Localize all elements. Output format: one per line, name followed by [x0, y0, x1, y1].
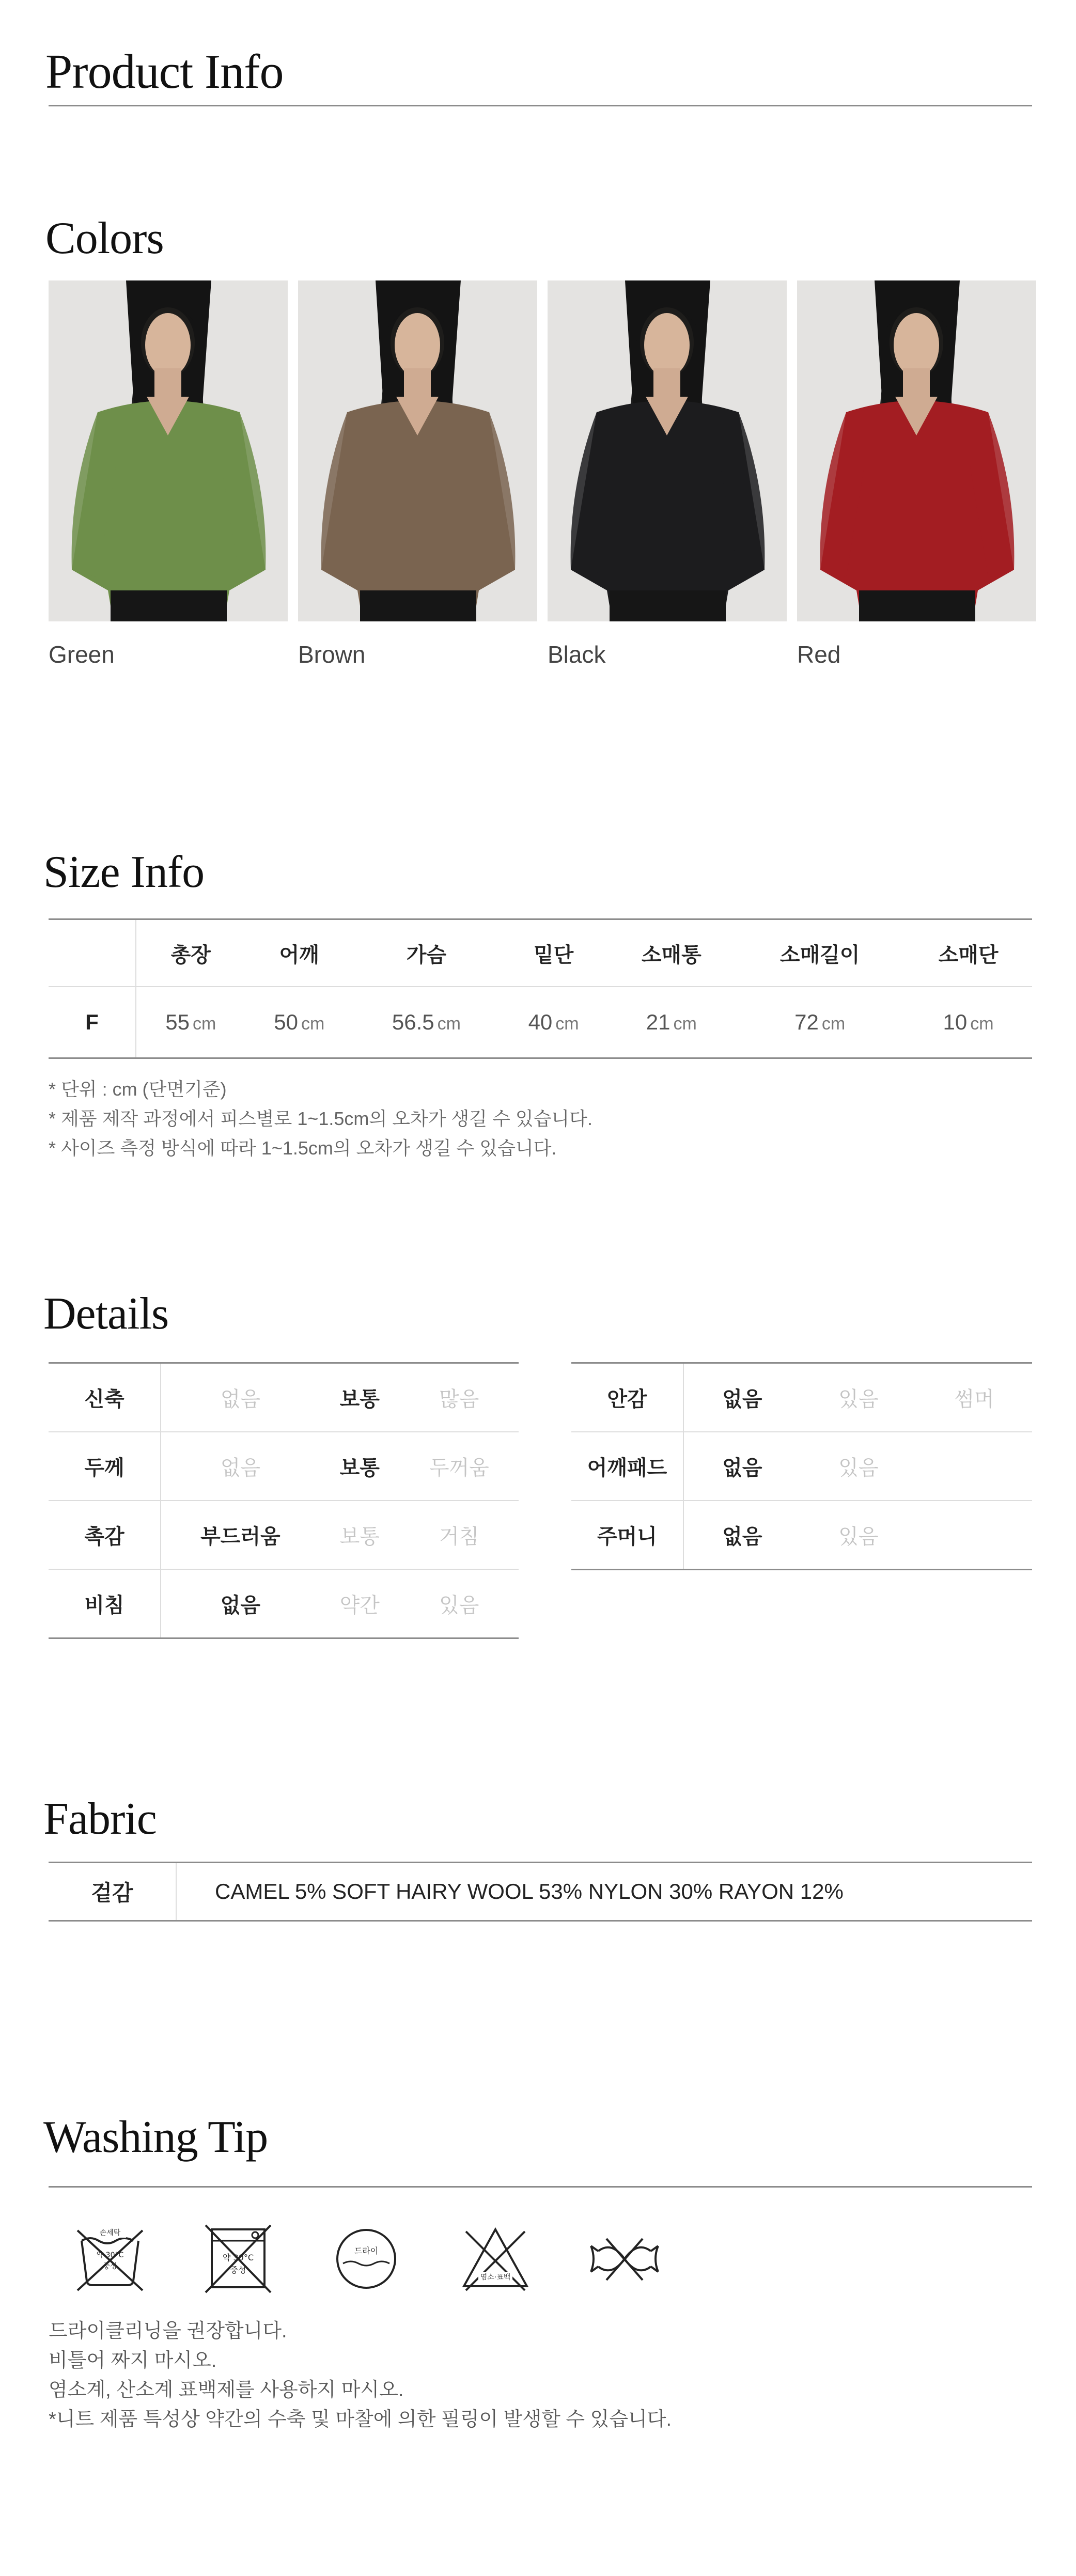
svg-text:염소·표백: 염소·표백 — [480, 2273, 511, 2282]
detail-option: 있음 — [838, 1525, 879, 1548]
detail-option-selected: 부드러움 — [161, 1501, 320, 1569]
size-notes — [49, 1074, 592, 1163]
color-label: Black — [548, 641, 606, 668]
washing-tips — [49, 2317, 672, 2434]
detail-option: 많음 — [400, 1363, 519, 1432]
table-row — [49, 1863, 1032, 1921]
detail-option: 거침 — [400, 1501, 519, 1569]
color-swatch-red[interactable] — [797, 280, 1036, 621]
svg-text:손세탁: 손세탁 — [99, 2229, 121, 2237]
size-header-shoulder: 어깨 — [245, 919, 353, 987]
size-note: * 제품 제작 과정에서 피스별로 1~1.5cm의 오차가 생길 수 있습니다. — [49, 1108, 592, 1129]
washing-tip: 드라이클리닝을 권장합니다. — [49, 2320, 287, 2342]
machine-wash-prohibited-icon — [199, 2220, 277, 2298]
size-value: 55 cm — [165, 1010, 216, 1034]
size-header-cuff: 소매단 — [905, 919, 1032, 987]
size-value: 56.5 cm — [392, 1010, 461, 1034]
detail-label: 비침 — [49, 1569, 161, 1638]
table-row — [49, 1569, 519, 1638]
table-row — [571, 1363, 1032, 1432]
detail-option: 썸머 — [916, 1363, 1032, 1432]
color-swatch-black[interactable] — [548, 280, 787, 621]
svg-text:약 30°C: 약 30°C — [96, 2251, 124, 2259]
table-row — [571, 1432, 1032, 1501]
detail-label: 주머니 — [571, 1501, 683, 1570]
color-swatch-brown[interactable] — [298, 280, 537, 621]
detail-option — [916, 1501, 1032, 1570]
washing-tip-title: Washing Tip — [43, 2112, 268, 2162]
svg-text:약 30°C: 약 30°C — [222, 2253, 254, 2262]
detail-label: 안감 — [571, 1363, 683, 1432]
table-row — [49, 1501, 519, 1569]
detail-option: 없음 — [161, 1363, 320, 1432]
detail-label: 어깨패드 — [571, 1432, 683, 1501]
fabric-composition: CAMEL 5% SOFT HAIRY WOOL 53% NYLON 30% RAYON 12% — [215, 1879, 844, 1903]
washing-tip: *니트 제품 특성상 약간의 수축 및 마찰에 의한 필링이 발생할 수 있습니다. — [49, 2409, 672, 2430]
size-value: 21 cm — [646, 1010, 697, 1034]
details-table-left — [49, 1362, 519, 1639]
color-label: Green — [49, 641, 115, 668]
detail-option-selected: 보통 — [320, 1363, 400, 1432]
table-row — [49, 1363, 519, 1432]
detail-option-selected: 보통 — [320, 1432, 400, 1501]
size-header-total-length: 총장 — [136, 919, 245, 987]
size-value: 72 cm — [794, 1010, 846, 1034]
size-header-hem: 밑단 — [500, 919, 607, 987]
table-row — [571, 1501, 1032, 1570]
size-value: 50 cm — [274, 1010, 325, 1034]
details-table-right — [571, 1362, 1032, 1570]
fabric-label: 겉감 — [49, 1863, 176, 1921]
svg-text:중성: 중성 — [103, 2262, 117, 2271]
detail-label: 신축 — [49, 1363, 161, 1432]
washing-tip: 염소계, 산소계 표백제를 사용하지 마시오. — [49, 2379, 404, 2401]
size-header-sleeve-width: 소매통 — [607, 919, 735, 987]
detail-option: 있음 — [439, 1594, 479, 1617]
detail-option-selected: 없음 — [683, 1432, 801, 1501]
detail-option: 약간 — [339, 1594, 380, 1617]
size-table — [49, 918, 1032, 1059]
fabric-title: Fabric — [43, 1794, 157, 1844]
table-row — [49, 1432, 519, 1501]
color-swatch-green[interactable] — [49, 280, 288, 621]
bleach-prohibited-icon — [457, 2220, 534, 2298]
size-info-title: Size Info — [43, 847, 205, 897]
svg-text:중성: 중성 — [230, 2265, 246, 2275]
product-info-divider — [49, 105, 1032, 106]
size-value: 40 cm — [528, 1010, 579, 1034]
size-note: * 사이즈 측정 방식에 따라 1~1.5cm의 오차가 생길 수 있습니다. — [49, 1137, 557, 1159]
detail-label: 두께 — [49, 1432, 161, 1501]
detail-option — [916, 1432, 1032, 1501]
detail-option: 보통 — [320, 1501, 400, 1569]
size-value: 10 cm — [943, 1010, 994, 1034]
no-wring-icon — [586, 2220, 663, 2298]
size-header-sleeve-length: 소매길이 — [735, 919, 905, 987]
details-title: Details — [43, 1289, 169, 1339]
colors-title: Colors — [45, 213, 164, 263]
detail-option: 두꺼움 — [400, 1432, 519, 1501]
product-info-title: Product Info — [45, 45, 284, 99]
detail-option-selected: 없음 — [722, 1525, 762, 1548]
washing-tip: 비틀어 짜지 마시오. — [49, 2350, 217, 2371]
dry-clean-icon — [328, 2220, 405, 2298]
detail-label: 촉감 — [49, 1501, 161, 1569]
size-header-chest: 가슴 — [353, 919, 500, 987]
washing-tip-divider — [49, 2186, 1032, 2188]
size-label: F — [49, 987, 136, 1058]
color-label: Red — [797, 641, 841, 668]
detail-option-selected: 없음 — [683, 1363, 801, 1432]
detail-option: 있음 — [801, 1363, 916, 1432]
detail-option: 없음 — [161, 1432, 320, 1501]
fabric-table — [49, 1862, 1032, 1922]
size-table-corner — [49, 919, 136, 987]
detail-option: 있음 — [801, 1432, 916, 1501]
color-label: Brown — [298, 641, 366, 668]
size-table-header-row — [49, 919, 1032, 987]
svg-text:드라이: 드라이 — [354, 2246, 379, 2256]
detail-option-selected: 없음 — [220, 1594, 261, 1617]
size-note: * 단위 : cm (단면기준) — [49, 1079, 227, 1100]
hand-wash-prohibited-icon — [71, 2220, 149, 2298]
table-row — [49, 987, 1032, 1058]
